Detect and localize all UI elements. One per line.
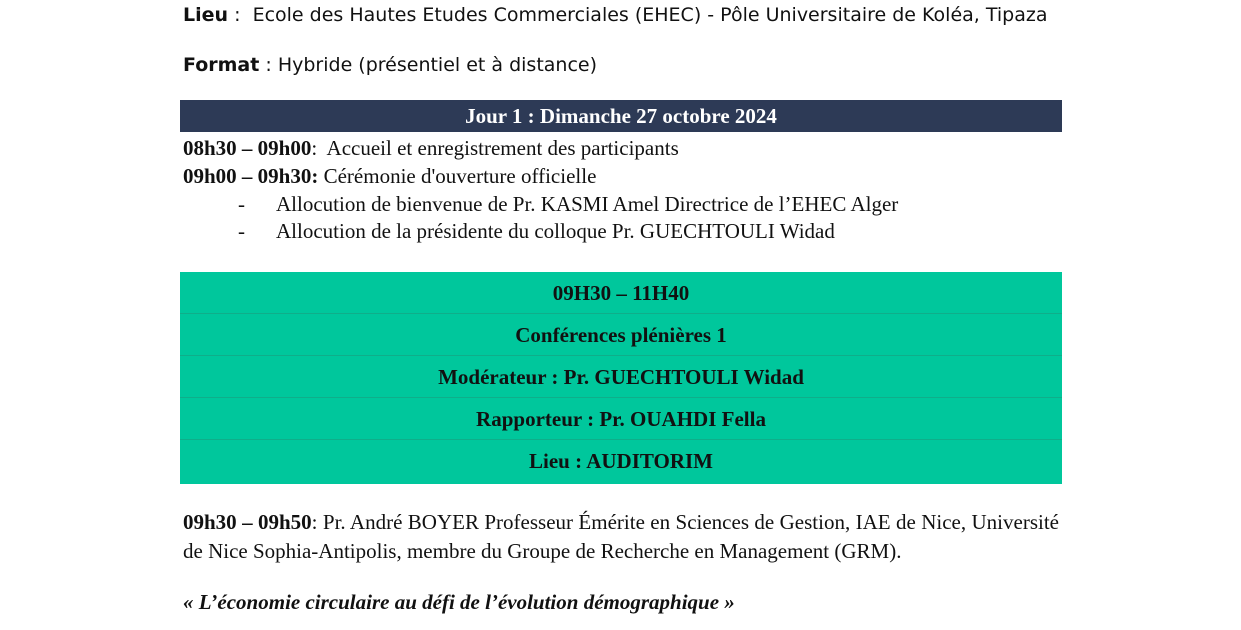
bullet-dash: - [238, 192, 245, 216]
bullet-text: Allocution de bienvenue de Pr. KASMI Amel Directrice de l’EHEC Alger [276, 192, 899, 216]
day-header-bar [180, 100, 1062, 132]
plenary-title: Conférences plénières 1 [180, 314, 1062, 356]
venue-label: Lieu [183, 4, 229, 26]
venue-value: Ecole des Hautes Etudes Commerciales (EHEC) - Pôle Universitaire de Koléa, Tipaza [252, 4, 1048, 26]
talk-time: 09h30 – 09h50 [183, 510, 312, 534]
schedule-item [183, 136, 679, 161]
schedule-time: 08h30 – 09h00 [183, 136, 312, 160]
plenary-session-box [180, 272, 1062, 484]
plenary-rapporteur: Rapporteur : Pr. OUAHDI Fella [180, 398, 1062, 440]
format-line [183, 54, 597, 76]
schedule-text: Accueil et enregistrement des participants [326, 136, 679, 160]
venue-separator: : [228, 4, 253, 26]
plenary-venue: Lieu : AUDITORIM [529, 449, 713, 473]
bullet-text: Allocution de la présidente du colloque Pr. GUECHTOULI Widad [276, 219, 835, 243]
format-label: Format [183, 54, 260, 76]
plenary-time: 09H30 – 11H40 [180, 272, 1062, 314]
talk-text: : Pr. André BOYER Professeur Émérite en Sciences de Gestion, IAE de Nice, Université de Nice Sophia-Antipolis, membre du Groupe de Recherche en Management (GRM). [183, 510, 1059, 563]
day-title: Jour 1 : Dimanche 27 octobre 2024 [465, 104, 777, 128]
format-separator: : [259, 54, 278, 76]
schedule-time: 09h00 – 09h30: [183, 164, 319, 188]
format-value: Hybride (présentiel et à distance) [277, 54, 598, 76]
bullet-item [238, 192, 898, 217]
venue-line [183, 4, 1047, 26]
plenary-moderator: Modérateur : Pr. GUECHTOULI Widad [180, 356, 1062, 398]
bullet-item [238, 219, 835, 244]
talk-title: « L’économie circulaire au défi de l’évolution démographique » [183, 590, 735, 614]
schedule-text: Cérémonie d'ouverture officielle [323, 164, 597, 188]
schedule-item [183, 164, 596, 189]
bullet-dash: - [238, 219, 245, 243]
schedule-separator: : [311, 136, 327, 160]
talk-description [183, 508, 1059, 566]
